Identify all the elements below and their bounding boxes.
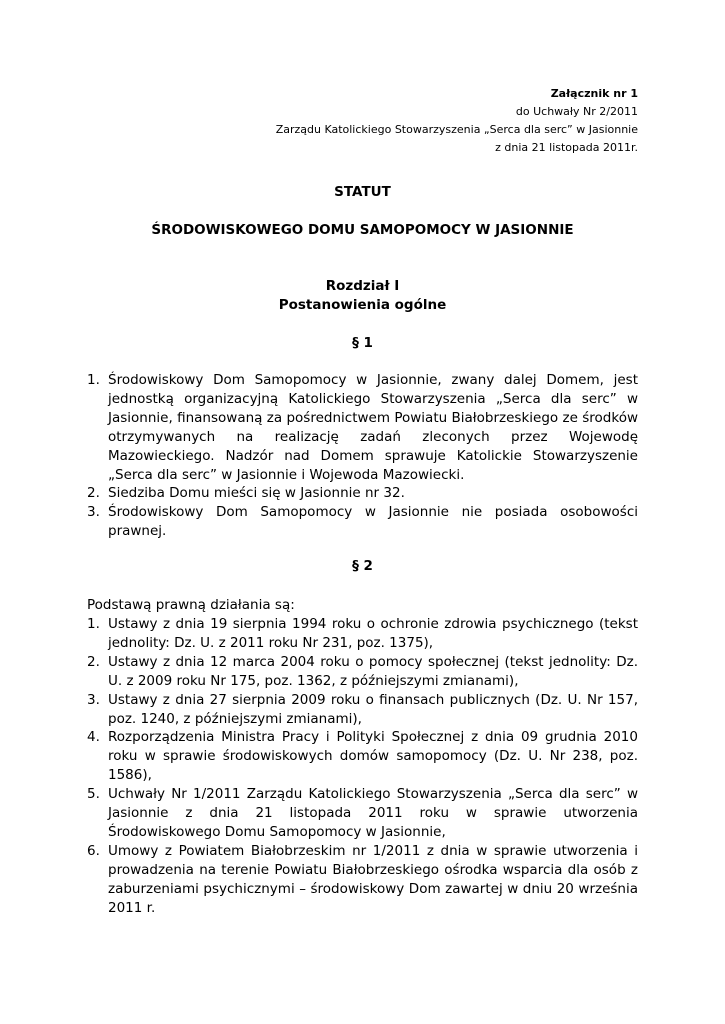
list-item: 1. Środowiskowy Dom Samopomocy w Jasionnie, zwany dalej Domem, jest jednostką organizacyjną Katolickiego Stowarzyszenia „Serca dla serc” w Jasionnie, finansowaną za pośrednictwem Powiatu Białobrzeskiego ze środków otrzymywanych na realizację zadań zleconych przez Wojewodę Mazowieckiego. Nadzór nad Domem sprawuje Katolickie Stowarzyszenie „Serca dla serc” w Jasionnie i Wojewoda Mazowiecki. (87, 372, 638, 483)
section-1-list (87, 371, 638, 541)
list-item: 2. Siedziba Domu mieści się w Jasionnie nr 32. (87, 485, 405, 502)
resolution-date: z dnia 21 listopada 2011r. (495, 141, 638, 154)
list-item: 5. Uchwały Nr 1/2011 Zarządu Katolickiego Stowarzyszenia „Serca dla serc” w Jasionnie z dnia 21 listopada 2011 roku w sprawie utworzenia Środowiskowego Domu Samopomocy w Jasionnie, (87, 786, 638, 840)
list-item: 3. Ustawy z dnia 27 sierpnia 2009 roku o finansach publicznych (Dz. U. Nr 157, poz. 1240, z późniejszymi zmianami), (87, 691, 638, 727)
list-item: 2. Ustawy z dnia 12 marca 2004 roku o pomocy społecznej (tekst jednolity: Dz. U. z 2009 roku Nr 175, poz. 1362, z późniejszymi zmianami), (87, 653, 638, 689)
annex-number: Załącznik nr 1 (550, 87, 638, 100)
chapter-name: Postanowienia ogólne (278, 297, 447, 313)
list-item: 1. Ustawy z dnia 19 sierpnia 1994 roku o ochronie zdrowia psychicznego (tekst jednolity: Dz. U. z 2011 roku Nr 231, poz. 1375), (87, 616, 638, 651)
section-mark-2: § 2 (352, 558, 373, 574)
section-mark-1: § 1 (352, 335, 373, 351)
board-reference: Zarządu Katolickiego Stowarzyszenia „Serca dla serc” w Jasionnie (275, 123, 638, 136)
chapter-number: Rozdział I (325, 278, 400, 294)
document-title: STATUT (334, 184, 391, 200)
list-item: 6. Umowy z Powiatem Białobrzeskim nr 1/2011 z dnia w sprawie utworzenia i prowadzenia na terenie Powiatu Białobrzeskiego ośrodka wsparcia dla osób z zaburzeniami psychicznymi – środowiskowy Dom zawartej w dniu 20 września 2011 r. (87, 842, 638, 916)
resolution-reference: do Uchwały Nr 2/2011 (515, 105, 638, 118)
legal-basis-intro: Podstawą prawną działania są: (87, 597, 295, 613)
section-2-list (87, 615, 638, 918)
list-item: 3. Środowiskowy Dom Samopomocy w Jasionnie nie posiada osobowości prawnej. (87, 504, 638, 540)
annex-header (276, 85, 638, 157)
document-subtitle: ŚRODOWISKOWEGO DOMU SAMOPOMOCY W JASIONNIE (151, 222, 574, 238)
list-item: 4. Rozporządzenia Ministra Pracy i Polityki Społecznej z dnia 09 grudnia 2010 roku w sprawie środowiskowych domów samopomocy (Dz. U. Nr 238, poz. 1586), (87, 729, 638, 784)
